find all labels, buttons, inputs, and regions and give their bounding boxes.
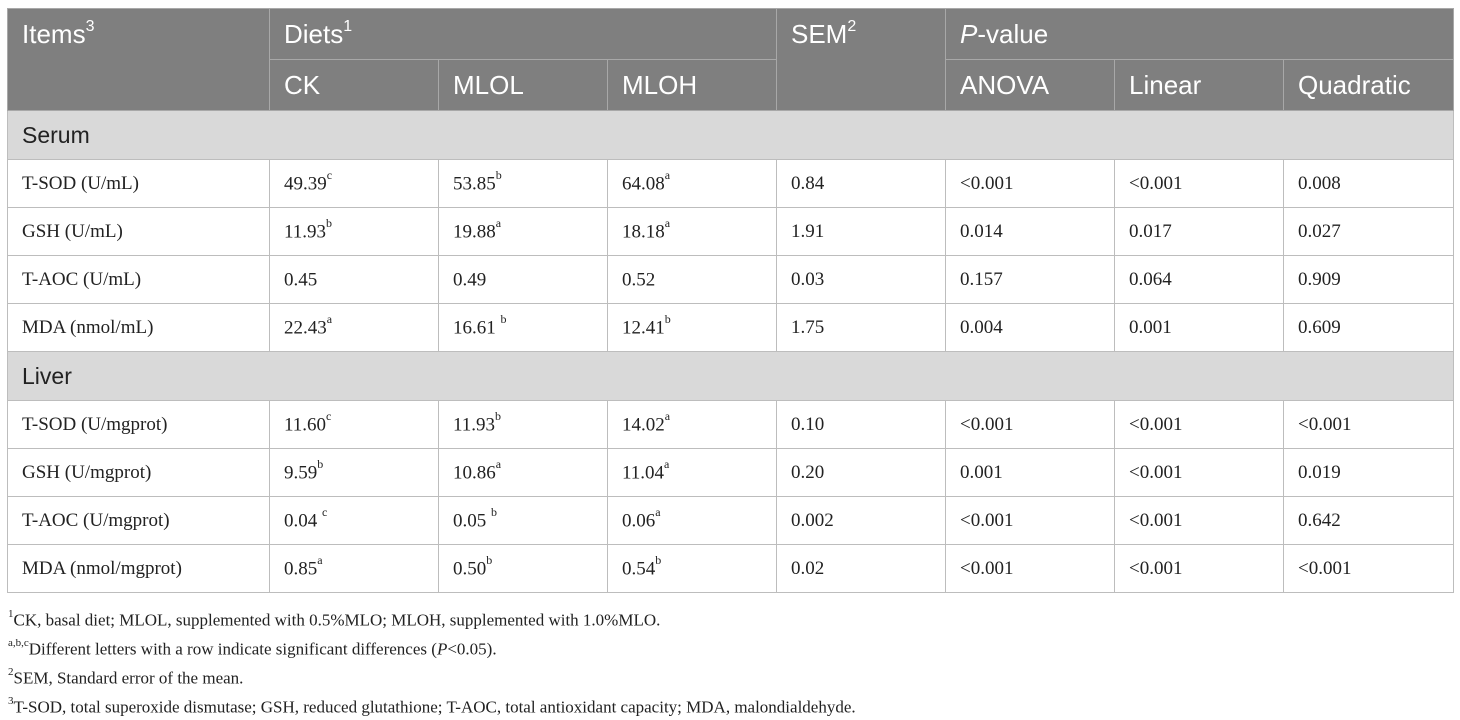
cell-item: GSH (U/mgprot) [8, 449, 270, 497]
cell-mlol: 0.49 [439, 256, 608, 304]
cell-ck: 11.93$^b$ [270, 208, 439, 256]
cell-mloh: 11.04$^a$ [608, 449, 777, 497]
cell-item: T-AOC (U/mL) [8, 256, 270, 304]
cell-ck: 11.60$^c$ [270, 401, 439, 449]
cell-item: T-SOD (U/mgprot) [8, 401, 270, 449]
cell-ck: 0.04 $^c$ [270, 497, 439, 545]
cell-linear: <0.001 [1115, 545, 1284, 593]
cell-quadratic: 0.008 [1284, 160, 1454, 208]
header-mlol: MLOL [439, 60, 608, 111]
cell-ck: 9.59$^b$ [270, 449, 439, 497]
cell-anova: <0.001 [946, 545, 1115, 593]
footnote-abc: $^{a,b,c}$Different letters with a row indicate significant differences (P<0.05). [8, 637, 497, 659]
cell-anova: 0.004 [946, 304, 1115, 352]
cell-linear: <0.001 [1115, 401, 1284, 449]
cell-sem: 1.75 [777, 304, 946, 352]
cell-linear: <0.001 [1115, 449, 1284, 497]
cell-mloh: 18.18$^a$ [608, 208, 777, 256]
cell-sem: 0.20 [777, 449, 946, 497]
cell-linear: 0.017 [1115, 208, 1284, 256]
header-p-value: P-value [946, 9, 1454, 60]
cell-sem: 0.84 [777, 160, 946, 208]
cell-mlol: 0.05 $^b$ [439, 497, 608, 545]
cell-ck: 22.43$^a$ [270, 304, 439, 352]
cell-mlol: 16.61 $^b$ [439, 304, 608, 352]
table-row [8, 545, 1454, 593]
cell-item: MDA (nmol/mL) [8, 304, 270, 352]
cell-quadratic: 0.609 [1284, 304, 1454, 352]
cell-mlol: 10.86$^a$ [439, 449, 608, 497]
cell-quadratic: 0.909 [1284, 256, 1454, 304]
cell-sem: 0.10 [777, 401, 946, 449]
cell-item: T-SOD (U/mL) [8, 160, 270, 208]
cell-anova: 0.157 [946, 256, 1115, 304]
footnote-1: $^1$CK, basal diet; MLOL, supplemented with 0.5%MLO; MLOH, supplemented with 1.0%MLO. [8, 608, 661, 630]
table-header [8, 9, 1454, 111]
cell-mloh: 14.02$^a$ [608, 401, 777, 449]
header-mloh: MLOH [608, 60, 777, 111]
section-title: Serum [8, 111, 1454, 160]
cell-mlol: 53.85$^b$ [439, 160, 608, 208]
cell-anova: 0.014 [946, 208, 1115, 256]
table-row [8, 208, 1454, 256]
cell-mlol: 19.88$^a$ [439, 208, 608, 256]
header-sem: SEM$^2$ [777, 9, 946, 111]
cell-ck: 0.45 [270, 256, 439, 304]
table-row [8, 449, 1454, 497]
section-title: Liver [8, 352, 1454, 401]
cell-sem: 1.91 [777, 208, 946, 256]
cell-mlol: 0.50$^b$ [439, 545, 608, 593]
table-row [8, 256, 1454, 304]
header-linear: Linear [1115, 60, 1284, 111]
section-row-liver [8, 352, 1454, 401]
cell-anova: <0.001 [946, 401, 1115, 449]
cell-ck: 0.85$^a$ [270, 545, 439, 593]
cell-anova: <0.001 [946, 497, 1115, 545]
cell-sem: 0.002 [777, 497, 946, 545]
cell-mloh: 0.52 [608, 256, 777, 304]
cell-sem: 0.02 [777, 545, 946, 593]
cell-quadratic: 0.019 [1284, 449, 1454, 497]
table-row [8, 160, 1454, 208]
cell-mloh: 0.54$^b$ [608, 545, 777, 593]
table-row [8, 497, 1454, 545]
footnote-3: $^3$T-SOD, total superoxide dismutase; GSH, reduced glutathione; T-AOC, total antioxidant capacity; MDA, malondialdehyde. [8, 695, 856, 717]
table-row [8, 401, 1454, 449]
table-row [8, 304, 1454, 352]
header-items: Items$^3$ [8, 9, 270, 111]
footnote-2: $^2$SEM, Standard error of the mean. [8, 666, 244, 688]
cell-quadratic: 0.642 [1284, 497, 1454, 545]
cell-mloh: 0.06$^a$ [608, 497, 777, 545]
section-row-serum [8, 111, 1454, 160]
table-footnotes [8, 604, 1448, 720]
cell-quadratic: <0.001 [1284, 545, 1454, 593]
cell-linear: 0.064 [1115, 256, 1284, 304]
antioxidant-results-table [7, 8, 1454, 593]
header-anova: ANOVA [946, 60, 1115, 111]
cell-linear: 0.001 [1115, 304, 1284, 352]
cell-mloh: 12.41$^b$ [608, 304, 777, 352]
cell-item: GSH (U/mL) [8, 208, 270, 256]
header-quadratic: Quadratic [1284, 60, 1454, 111]
cell-quadratic: 0.027 [1284, 208, 1454, 256]
cell-linear: <0.001 [1115, 497, 1284, 545]
cell-item: MDA (nmol/mgprot) [8, 545, 270, 593]
cell-linear: <0.001 [1115, 160, 1284, 208]
cell-mlol: 11.93$^b$ [439, 401, 608, 449]
cell-sem: 0.03 [777, 256, 946, 304]
cell-anova: 0.001 [946, 449, 1115, 497]
cell-quadratic: <0.001 [1284, 401, 1454, 449]
header-diets: Diets$^1$ [270, 9, 777, 60]
table-body [8, 111, 1454, 593]
cell-ck: 49.39$^c$ [270, 160, 439, 208]
cell-mloh: 64.08$^a$ [608, 160, 777, 208]
header-ck: CK [270, 60, 439, 111]
cell-anova: <0.001 [946, 160, 1115, 208]
cell-item: T-AOC (U/mgprot) [8, 497, 270, 545]
